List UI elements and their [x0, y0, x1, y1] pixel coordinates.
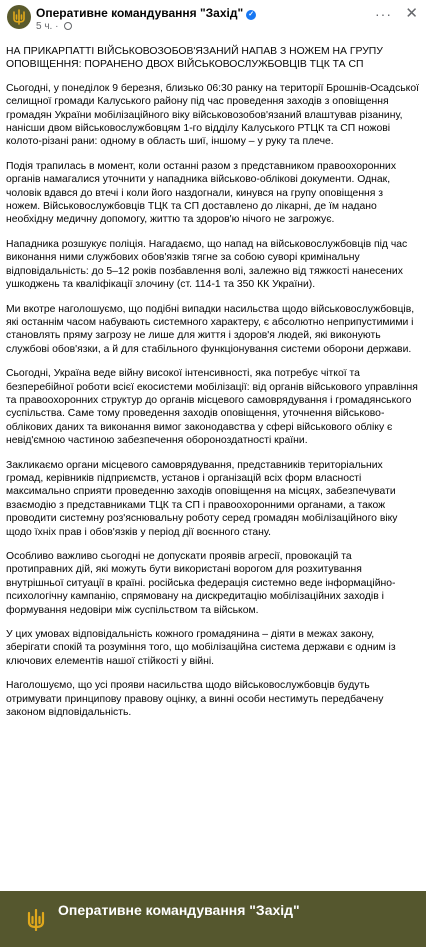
more-options-button[interactable]: ···	[375, 6, 392, 22]
post-paragraph: Ми вкотре наголошуємо, що подібні випадки насильства щодо військовослужбовців, які останнім часом набувають системного характеру, є абсолютно неприпустимими і становлять пряму загрозу не лише для життя і здоров'я людей, які виконують службові обов'язки, а й для стабільного функціонування системи оборони держави.	[6, 303, 415, 355]
close-button[interactable]: ✕	[405, 5, 418, 22]
page-name-row	[36, 6, 256, 20]
post-paragraph: Подія трапилась в момент, коли останні разом з представником правоохоронних органів намагалися уточнити у нападника військово-облікові документи. Однак, чоловік вдався до втечі і коли його наздогнали, кинувся на групу оповіщення з ножем. Військовослужбовців ТЦК та СП доставлено до лікарні, де їм надано необхідну медичну допомогу, життю та здоров'ю нічого не загрожує.	[6, 160, 397, 226]
post-paragraph: У цих умовах відповідальність кожного громадянина – діяти в межах закону, зберігати спокій та розуміння того, що мобілізаційна система держави є одним із ключових елементів нашої стійкості у війні.	[6, 629, 396, 667]
post-headline: НА ПРИКАРПАТТІ ВІЙСЬКОВОЗОБОВ'ЯЗАНИЙ НАПАВ З НОЖЕМ НА ГРУПУ ОПОВІЩЕННЯ: ПОРАНЕНО ДВОХ ВІЙСЬКОВОСЛУЖБОВЦІВ ТЦК ТА СП	[6, 46, 383, 71]
post-time[interactable]: 5 ч.	[36, 21, 53, 32]
post-paragraph: Особливо важливо сьогодні не допускати проявів агресії, провокацій та протиправних дій, які можуть бути використані ворогом для розхитування внутрішньої ситуації в країні. російська федерація системно веде інформаційно-психологічну кампанію, спрямовану на дискредитацію мобілізаційних заходів і формування недовіри між суспільством та військом.	[6, 551, 396, 616]
page-avatar[interactable]	[7, 5, 31, 29]
post-header	[0, 0, 426, 40]
post-paragraph: Закликаємо органи місцевого самоврядування, представників територіальних громад, керівників підприємств, установ і організацій всіх форм власності максимально сприяти проведенню заходів оповіщення на місцях, забезпечувати взаємодію з представниками ТЦК та СП і правоохоронними органами, а також проводити системну роз'яснювальну роботу серед громадян мобілізаційного віку щодо їхніх прав і обов'язків у період дії воєнного стану.	[6, 459, 398, 538]
post-text	[0, 40, 426, 719]
trident-emblem-icon	[12, 9, 26, 25]
verified-badge-icon: ✓	[246, 10, 256, 20]
post-paragraph: Сьогодні, у понеділок 9 березня, близько 06:30 ранку на території Брошнів-Осадської селищної громади Калуського району під час проведення заходів з оповіщення громадян України мобілізаційного віку військовозобов'язаний влаштував різанину, нанісши двом військовослужбовцям 1-го відділу Калуського РТЦК та СП ножові колото-різані рани: одному в область шиї, іншому – у руку та плече.	[6, 82, 420, 148]
banner-title: Оперативне командування "Захід"	[58, 902, 300, 918]
post-paragraph: Наголошуємо, що усі прояви насильства щодо військовослужбовців будуть отримувати принципову правову оцінку, а винні особи нестимуть передбачену законом відповідальність.	[6, 680, 384, 719]
post-paragraph: Сьогодні, Україна веде війну високої інтенсивності, яка потребує чіткої та безперебійної роботи всієї екосистеми мобілізації: від органів військового управління та правоохоронних структур до органів місцевого самоврядування і громадянського суспільства. Саме тому проведення заходів оповіщення, уточнення військово-облікових даних та виконання вимог законодавства у сфері військового обліку є невід'ємною частиною забезпечення обороноздатності країни.	[6, 368, 418, 447]
post-image-banner[interactable]	[0, 891, 426, 947]
post-paragraph: Нападника розшукує поліція. Нагадаємо, що напад на військовослужбовців під час виконання ними службових обов'язків тягне за собою суворі кримінальну відповідальність: до 5–12 років позбавлення волі, залежно від тяжкості нанесених ушкоджень та кваліфікації злочину (ст. 114-1 та 350 КК України).	[6, 238, 408, 291]
trident-emblem-icon	[26, 909, 46, 931]
post-meta: 5 ч. ·	[36, 21, 72, 32]
page-name-link[interactable]: Оперативне командування "Захід"	[36, 6, 244, 20]
globe-icon	[64, 22, 72, 30]
